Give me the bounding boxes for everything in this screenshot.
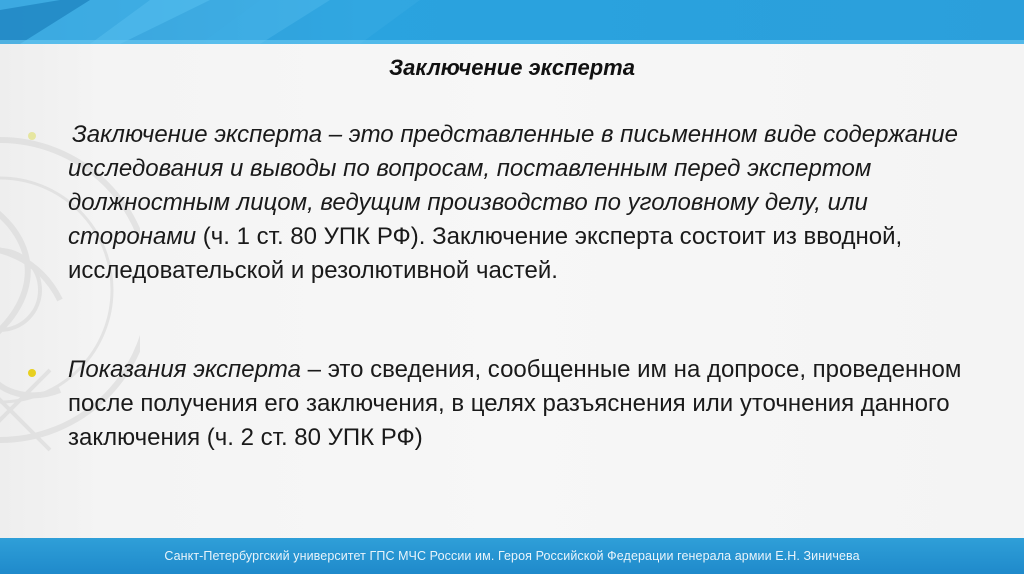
bullet-lead-text: Показания эксперта bbox=[68, 356, 302, 383]
bullet-lead-text: Заключение эксперта – это представленные в письменном виде содержание исследования и выводы по вопросам, поставленным перед экспертом должностным лицом, ведущим производство по уголовному делу, или сторонами bbox=[68, 121, 958, 250]
bullet-text bbox=[68, 118, 993, 288]
bullet-text bbox=[68, 353, 993, 455]
top-band-graphic bbox=[0, 0, 1024, 44]
footer-text: Санкт-Петербургский университет ГПС МЧС России им. Героя Российской Федерации генерала армии Е.Н. Зиничева bbox=[164, 549, 860, 563]
slide-title: Заключение эксперта bbox=[389, 55, 635, 80]
footer-band bbox=[0, 538, 1024, 574]
top-decorative-band bbox=[0, 0, 1024, 44]
bullet-rest-text: (ч. 1 ст. 80 УПК РФ). Заключение эксперта состоит из вводной, исследовательской и резолютивной частей. bbox=[68, 223, 903, 284]
bullet-dot-icon bbox=[28, 369, 36, 377]
bullet-dot-icon bbox=[28, 132, 36, 140]
bullet-rest-text: – это сведения, сообщенные им на допросе, проведенном после получения его заключения, в целях разъяснения или уточнения данного заключения (ч. 2 ст. 80 УПК РФ) bbox=[68, 356, 962, 451]
